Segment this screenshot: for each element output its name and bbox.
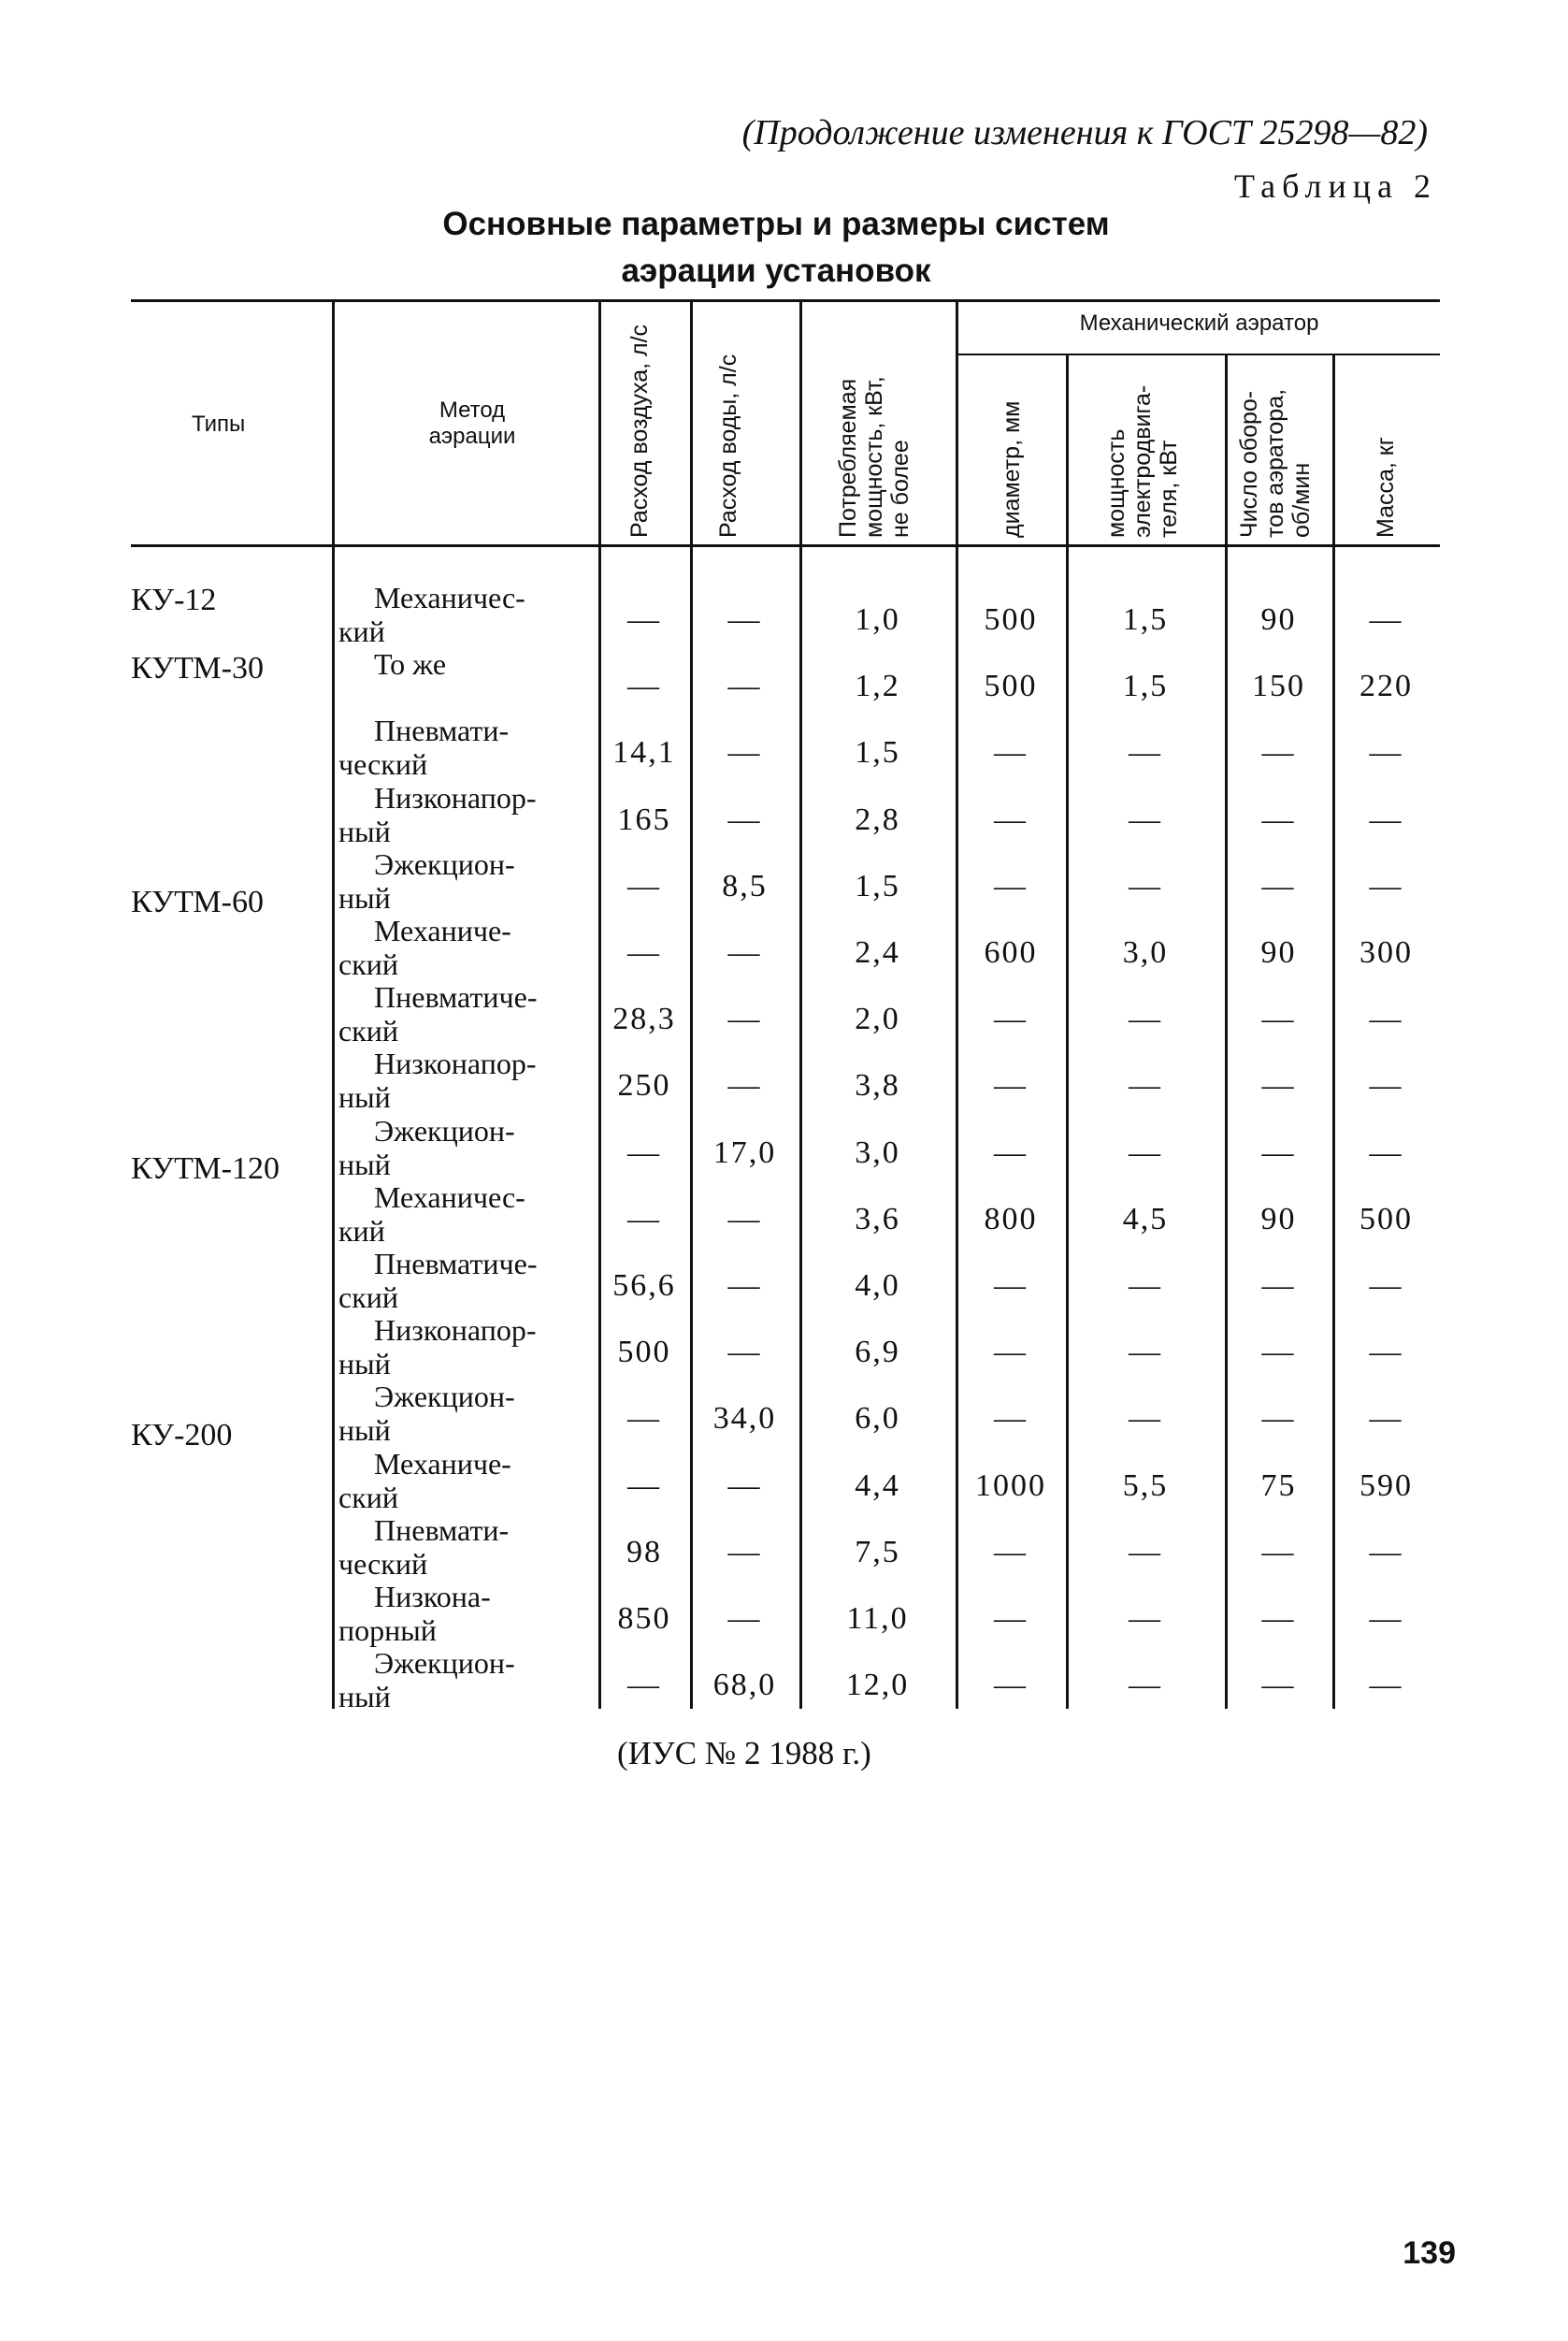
cell-rpm: 90 bbox=[1260, 1201, 1297, 1236]
method-line1: Механиче- bbox=[374, 914, 511, 947]
type-label: КУТМ-30 bbox=[131, 651, 264, 686]
cell-water: — bbox=[727, 1467, 762, 1503]
cell-water: 17,0 bbox=[712, 1134, 777, 1170]
method-line1: Низкона- bbox=[374, 1580, 491, 1613]
cell-rpm: 90 bbox=[1260, 602, 1297, 637]
cell-air: — bbox=[627, 1467, 661, 1503]
table-label: Таблица 2 bbox=[1234, 167, 1437, 205]
cell-mass: 220 bbox=[1359, 669, 1413, 704]
cell-motor: — bbox=[1129, 1401, 1162, 1437]
cell-rpm: — bbox=[1261, 1268, 1296, 1303]
cell-rpm: 150 bbox=[1252, 669, 1305, 704]
cell-motor: — bbox=[1129, 802, 1162, 837]
cell-rpm: — bbox=[1261, 1668, 1296, 1703]
cell-water: 8,5 bbox=[722, 868, 768, 903]
cell-diam: — bbox=[994, 1601, 1028, 1636]
method-line1: Эжекцион- bbox=[374, 1113, 515, 1148]
method-line2: ный bbox=[338, 1347, 391, 1381]
method-line2: ский bbox=[338, 1280, 398, 1314]
cell-water: — bbox=[727, 1335, 762, 1370]
cell-water: — bbox=[727, 1068, 762, 1104]
method-line2: ский bbox=[338, 1014, 398, 1048]
cell-rpm: 90 bbox=[1260, 935, 1297, 970]
cell-air: 850 bbox=[617, 1601, 671, 1636]
cell-rpm: — bbox=[1261, 1068, 1296, 1104]
header-motor-line2: электродвига- bbox=[1129, 384, 1156, 538]
method-line2: ческий bbox=[338, 747, 428, 782]
cell-power: 3,8 bbox=[855, 1068, 900, 1104]
cell-air: 14,1 bbox=[612, 735, 676, 771]
cell-diam: — bbox=[994, 1534, 1028, 1569]
cell-power: 3,0 bbox=[855, 1134, 900, 1170]
cell-motor: 1,5 bbox=[1122, 669, 1169, 704]
cell-mass: 500 bbox=[1359, 1201, 1413, 1236]
cell-power: 3,6 bbox=[855, 1201, 900, 1236]
method-line2: порный bbox=[338, 1613, 437, 1647]
cell-water: 34,0 bbox=[712, 1401, 777, 1437]
header-method: Метод аэрации bbox=[428, 397, 516, 449]
method-line1: Механичес- bbox=[374, 581, 525, 614]
cell-air: 28,3 bbox=[612, 1002, 676, 1037]
cell-air: — bbox=[627, 935, 661, 970]
cell-power: 12,0 bbox=[845, 1668, 910, 1703]
method-line2: ский bbox=[338, 947, 398, 981]
method-line1: Эжекцион- bbox=[374, 1646, 515, 1681]
cell-rpm: — bbox=[1261, 1534, 1296, 1569]
cell-water: — bbox=[727, 1002, 762, 1037]
cell-motor: — bbox=[1129, 1335, 1162, 1370]
cell-rpm: 75 bbox=[1260, 1467, 1297, 1503]
header-power bbox=[835, 376, 913, 538]
table-top-rule bbox=[131, 299, 1440, 302]
cell-diam: — bbox=[994, 735, 1028, 771]
cell-rpm: — bbox=[1261, 1335, 1296, 1370]
cell-power: 1,2 bbox=[855, 669, 900, 704]
cell-motor: — bbox=[1129, 735, 1162, 771]
header-mass: Масса, кг bbox=[1373, 437, 1399, 538]
method-line2: кий bbox=[338, 614, 385, 648]
cell-motor: — bbox=[1129, 1068, 1162, 1104]
type-label: КУТМ-120 bbox=[131, 1151, 280, 1186]
cell-power: 4,0 bbox=[855, 1268, 900, 1303]
method-line1: Эжекцион- bbox=[374, 846, 515, 881]
cell-air: — bbox=[627, 669, 661, 704]
cell-water: — bbox=[727, 1201, 762, 1236]
cell-diam: — bbox=[994, 1068, 1028, 1104]
cell-air: 98 bbox=[626, 1534, 662, 1569]
cell-motor: — bbox=[1129, 1601, 1162, 1636]
type-label: КУ-12 bbox=[131, 583, 217, 617]
method-line1: Пневматиче- bbox=[374, 980, 538, 1015]
header-power-line2: мощность, кВт, bbox=[861, 376, 887, 538]
cell-rpm: — bbox=[1261, 802, 1296, 837]
method-line1: Механичес- bbox=[374, 1179, 525, 1214]
header-power-line1: Потребляемая bbox=[835, 378, 861, 538]
cell-motor: — bbox=[1129, 1668, 1162, 1703]
header-rpm bbox=[1236, 389, 1315, 538]
cell-mass: — bbox=[1369, 868, 1403, 903]
cell-motor: — bbox=[1129, 1002, 1162, 1037]
cell-rpm: — bbox=[1261, 735, 1296, 771]
cell-power: 2,8 bbox=[855, 802, 900, 837]
col-divider bbox=[332, 301, 335, 1709]
cell-mass: — bbox=[1369, 1002, 1403, 1037]
cell-power: 11,0 bbox=[846, 1601, 909, 1636]
method-line1: То же bbox=[374, 647, 447, 682]
cell-diam: — bbox=[994, 1268, 1028, 1303]
method-line2: ный bbox=[338, 880, 391, 915]
footer-note: (ИУС № 2 1988 г.) bbox=[617, 1735, 871, 1771]
method-line2: ский bbox=[338, 1480, 398, 1514]
cell-water: — bbox=[727, 1601, 762, 1636]
cell-air: 165 bbox=[617, 802, 671, 837]
method-line1: Низконапор- bbox=[374, 780, 537, 815]
method-line1: Пневмати- bbox=[374, 714, 510, 748]
table-title bbox=[439, 201, 1113, 295]
method-line2: ный bbox=[338, 1080, 391, 1115]
cell-motor: — bbox=[1129, 1268, 1162, 1303]
method-line1: Пневмати- bbox=[374, 1512, 510, 1547]
cell-power: 6,0 bbox=[855, 1401, 900, 1437]
cell-air: 250 bbox=[617, 1068, 671, 1104]
cell-diam: 800 bbox=[984, 1201, 1038, 1236]
cell-rpm: — bbox=[1261, 1401, 1296, 1437]
continuation-note: (Продолжение изменения к ГОСТ 25298—82) bbox=[741, 113, 1428, 152]
cell-motor: 3,0 bbox=[1122, 935, 1169, 970]
cell-power: 7,5 bbox=[855, 1534, 900, 1569]
type-label: КУ-200 bbox=[131, 1418, 233, 1452]
page-number: 139 bbox=[1403, 2235, 1456, 2271]
cell-diam: — bbox=[994, 1134, 1028, 1170]
cell-motor: — bbox=[1129, 868, 1162, 903]
mech-group-rule bbox=[958, 354, 1440, 355]
cell-air: — bbox=[627, 1668, 661, 1703]
cell-air: — bbox=[627, 1134, 661, 1170]
cell-water: — bbox=[727, 602, 762, 637]
cell-diam: 600 bbox=[984, 935, 1038, 970]
cell-mass: — bbox=[1369, 1134, 1403, 1170]
method-line1: Низконапор- bbox=[374, 1047, 537, 1081]
cell-diam: — bbox=[994, 1401, 1028, 1437]
cell-power: 4,4 bbox=[855, 1467, 900, 1503]
cell-water: — bbox=[727, 669, 762, 704]
cell-mass: — bbox=[1369, 1401, 1403, 1437]
cell-diam: — bbox=[994, 1335, 1028, 1370]
cell-air: — bbox=[627, 602, 661, 637]
cell-water: — bbox=[727, 1534, 762, 1569]
cell-air: 500 bbox=[617, 1335, 671, 1370]
cell-rpm: — bbox=[1261, 868, 1296, 903]
header-rpm-line1: Число оборо- bbox=[1236, 390, 1262, 538]
cell-water: — bbox=[727, 1268, 762, 1303]
cell-diam: — bbox=[994, 1668, 1028, 1703]
cell-mass: — bbox=[1369, 1335, 1403, 1370]
cell-air: — bbox=[627, 1201, 661, 1236]
cell-rpm: — bbox=[1261, 1134, 1296, 1170]
header-rpm-line3: об/мин bbox=[1288, 462, 1315, 538]
header-air: Расход воздуха, л/с bbox=[626, 324, 653, 538]
cell-motor: 1,5 bbox=[1122, 602, 1169, 637]
cell-diam: 1000 bbox=[975, 1467, 1046, 1503]
header-bottom-rule bbox=[131, 544, 1440, 547]
method-line2: ческий bbox=[338, 1546, 428, 1581]
cell-diam: 500 bbox=[984, 669, 1038, 704]
header-diameter: диаметр, мм bbox=[999, 400, 1025, 538]
method-line1: Пневматиче- bbox=[374, 1247, 538, 1280]
cell-water: — bbox=[727, 802, 762, 837]
cell-diam: — bbox=[994, 802, 1028, 837]
cell-mass: — bbox=[1369, 1068, 1403, 1104]
method-line1: Механиче- bbox=[374, 1446, 511, 1481]
type-label: КУТМ-60 bbox=[131, 885, 264, 919]
cell-mass: — bbox=[1369, 602, 1403, 637]
cell-mass: — bbox=[1369, 735, 1403, 771]
method-line1: Эжекцион- bbox=[374, 1380, 515, 1414]
cell-mass: — bbox=[1369, 802, 1403, 837]
cell-power: 2,4 bbox=[855, 935, 900, 970]
cell-power: 2,0 bbox=[855, 1002, 900, 1037]
method-line1: Низконапор- bbox=[374, 1313, 537, 1348]
header-motor-line1: мощность bbox=[1103, 428, 1129, 538]
cell-water: — bbox=[727, 735, 762, 771]
cell-mass: 590 bbox=[1359, 1467, 1413, 1503]
cell-power: 1,5 bbox=[855, 868, 900, 903]
header-motor bbox=[1103, 385, 1182, 538]
cell-motor: — bbox=[1129, 1534, 1162, 1569]
header-mech-group: Механический аэратор bbox=[1079, 311, 1319, 336]
header-water: Расход воды, л/с bbox=[715, 354, 741, 538]
cell-mass: — bbox=[1369, 1668, 1403, 1703]
cell-motor: 4,5 bbox=[1122, 1201, 1169, 1236]
method-line2: ный bbox=[338, 1413, 391, 1448]
table-title-line1: Основные параметры и размеры систем bbox=[442, 206, 1110, 242]
cell-rpm: — bbox=[1261, 1002, 1296, 1037]
cell-diam: 500 bbox=[984, 602, 1038, 637]
cell-mass: — bbox=[1369, 1534, 1403, 1569]
method-line2: ный bbox=[338, 814, 391, 848]
cell-diam: — bbox=[994, 868, 1028, 903]
cell-power: 6,9 bbox=[855, 1335, 900, 1370]
cell-mass: — bbox=[1369, 1268, 1403, 1303]
cell-rpm: — bbox=[1261, 1601, 1296, 1636]
cell-water: — bbox=[727, 935, 762, 970]
method-line2: ный bbox=[338, 1680, 391, 1714]
header-power-line3: не более bbox=[887, 440, 913, 538]
cell-air: — bbox=[627, 868, 661, 903]
cell-air: — bbox=[627, 1401, 661, 1437]
header-rpm-line2: тов аэратора, bbox=[1262, 388, 1288, 538]
header-motor-line3: теля, кВт bbox=[1156, 440, 1182, 538]
table-title-line2: аэрации установок bbox=[621, 253, 931, 289]
cell-power: 1,5 bbox=[855, 735, 900, 771]
cell-motor: — bbox=[1129, 1134, 1162, 1170]
cell-power: 1,0 bbox=[855, 602, 900, 637]
cell-motor: 5,5 bbox=[1122, 1467, 1169, 1503]
cell-mass: — bbox=[1369, 1601, 1403, 1636]
header-types: Типы bbox=[192, 412, 246, 437]
cell-air: 56,6 bbox=[612, 1268, 676, 1303]
method-line2: ный bbox=[338, 1147, 391, 1181]
method-line2: кий bbox=[338, 1213, 385, 1248]
cell-water: 68,0 bbox=[712, 1668, 777, 1703]
cell-mass: 300 bbox=[1359, 935, 1413, 970]
cell-diam: — bbox=[994, 1002, 1028, 1037]
